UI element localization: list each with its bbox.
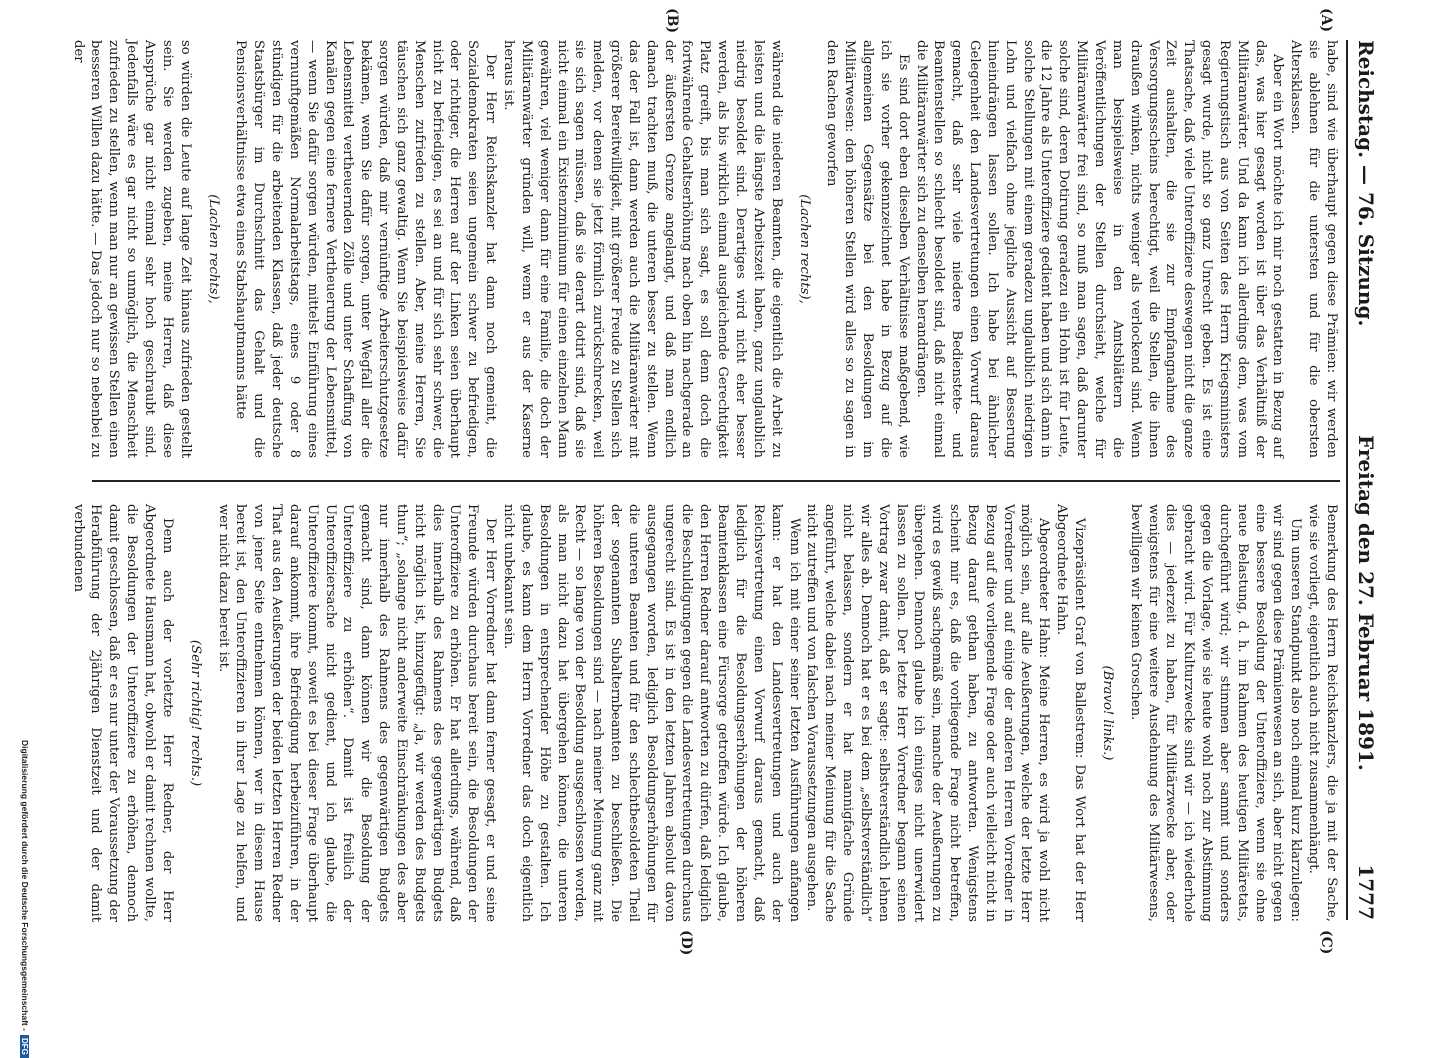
speaker-paragraph: Vizepräsident Graf von Ballestrem: Das Wort hat der Herr Abgeordnete Hahn. (1054, 504, 1088, 922)
paragraph: Um unseren Standpunkt also noch einmal kurz klarzulegen: wir sind gegen diese Prämienwesen an sich, aber nicht gegen eine bessere Besoldung der Unteroffiziere, wenn sie ohne neue Belastung, d. h. im Rahmen des heutigen Militäretats, durchgeführt wird; wir stimmen aber sammt und sonders gegen die Vorlage, wie sie heute wohl noch zur Abstimmung gebracht wird. Für Kulturzwecke sind wir — ich wiederhole dies — jederzeit zu haben, für Militärzwecke aber, oder wenigstens für eine weitere Ausdehnung des Militärwesens, bewilligen wir keinen Groschen. (1127, 504, 1304, 922)
interjection: (Lachen rechts), (205, 194, 221, 304)
column-divider (92, 480, 1340, 482)
right-column (70, 504, 1340, 922)
left-column (70, 40, 1340, 458)
header-page-number: 1777 (1354, 864, 1378, 920)
header-session: Reichstag. — 76. Sitzung. (1354, 40, 1378, 327)
paragraph: Der Herr Vorredner hat dann ferner gesagt, er und seine Freunde würden durchaus bereit sein, die Besoldungen der Unteroffiziere zu erhöhen. Er hat allerdings, während, daß dies innerhalb des Rahmens des gegenwärtigen Budgets nicht möglich ist, hinzugefügt: „ja, wir werden des Budgets thun“; „solange nicht anderweite Einschränkungen des aber nur innerhalb des Rahmens des gegenwärtigen Budgets gemacht sind, dann können wir die Besoldung der Unteroffiziere zu erhöhen“. Damit ist freilich der Unteroffiziersache nicht gedient, und ich glaube, die Unteroffiziere kommt, soweit es bei dieser Frage überhaupt darauf ankommt, ihre Befriedigung herbeizuführen, in der That aus den Aeußerungen der beiden letzten Herren Redner von jener Seite entnehmen können, wer in diesem Hause bereit ist, den Unteroffizieren in ihrer Lage zu helfen, und wer nicht dazu bereit ist. (215, 504, 499, 922)
dfg-logo: DFG (20, 1035, 29, 1058)
paragraph: so würden die Leute auf lange Zeit hinaus zufrieden gestellt sein. Sie werden zugeben, meine Herren, daß diese Ansprüche gar nicht einmal sehr hoch geschraubt sind. Jedenfalls wäre es gar nicht so unmöglich, die Menschheit zufrieden zu stellen, wenn man nur an gewissen Stellen einen besseren Willen dazu hätte. — Das jedoch nur so nebenbei zu der (70, 40, 193, 458)
digitization-footer (8, 740, 30, 1055)
paragraph: Der Herr Reichskanzler hat dann noch gemeint, die Sozialdemokraten seien ungemein schwer zu befriedigen, oder richtiger, die Herren auf der Linken seien überhaupt nicht zu befriedigen, es sei an und für sich sehr schwer, die Menschen zufrieden zu stellen. Aber, meine Herren, Sie täuschen sich ganz gewaltig. Wenn Sie beispielsweise dafür sorgen würden, daß mir vernünftige Arbeiterschutzgesetze bekämen, wenn Sie dafür sorgen, unter Wegfall aller die Lebensmittel vertheuernden Zölle und unter Schaffung von Kanälen gegen eine fernere Vertheuerung der Lebensmittel, — wenn Sie dafür sorgen würden, mittelst Einführung eines vernunftgemäßen Normalarbeitstags, eines 9 oder 8 stündigen für die arbeitenden Klassen, daß jeder deutsche Staatsbürger im Durchschnitt das Gehalt und die Pensionsverhältnisse etwa eines Stabshauptmanns hätte (233, 40, 499, 458)
margin-label-a: (A) (1318, 8, 1334, 33)
header-rule (1346, 40, 1348, 920)
paragraph: Wenn ich mit einer seiner letzten Ausführungen anfangen kann: er hat den Landesvertretungen und auch der Reichsvertretung einen Vorwurf daraus gemacht, daß lediglich für die Besoldungserhöhungen der höheren Beamtenklassen eine Fürsorge getroffen würde. Ich glaube, den Herren Redner darauf antworten zu dürfen, daß lediglich die Beschuldigungen gegen die Landesvertretungen durchaus ungerecht sind. Es ist in den letzten Jahren absolut davon ausgegangen worden, lediglich Besoldungserhöhungen für die unteren Beamten und für den schlechtbesoldeten Theil der sogenannten Subalternbeamten zu beschließen. Die höheren Besoldungen sind — nach meiner Meinung ganz mit Recht — so lange von der Besoldung ausgeschlossen worden, als man nicht dazu hat übergehen können, die unteren Besoldungen in entsprechender Höhe zu gestalten. Ich glaube, es kann dem Herrn Vorredner das doch eigentlich nicht unbekannt sein. (501, 504, 802, 922)
footer-text: Digitalisierung gefördert durch die Deutsche Forschungsgemeinschaft - (20, 740, 30, 1031)
page-header (1348, 40, 1380, 920)
interjection: (Bravo! links.) (1099, 665, 1115, 761)
margin-label-b: (B) (664, 8, 680, 34)
paragraph: Es sind dort eben dieselben Verhältnisse maßgebend, wie ich sie vorher gekennzeichnet habe in Bezug auf die allgemeinen Gegensätze bei den Besoldungen im Militärwesen: den höheren Stellen wird alles so zu sagen in den Rachen geworfen (824, 40, 911, 458)
interjection: (Lachen rechts), (796, 194, 812, 304)
paragraph: während die niederen Beamten, die eigentlich die Arbeit zu leisten und die längste Arbeitszeit haben, ganz unglaublich niedrig besoldet sind. Derartiges wird nicht eher besser werden, als bis wirklich einmal ausgleichende Gerechtigkeit Platz greift, bis man sich sagt, es soll denn doch die fortwährende Gehaltserhöhung nach oben hin nachgerade an der äußersten Grenze angelangt, und daß man endlich danach trachten muß, die unteren besser zu stellen. Wenn das der Fall ist, dann werden auch die Militäranwärter mit größerer Bereitwilligkeit, mit größerer Freude zu Stellen sich melden, vor denen sie jetzt förmlich zurückschrecken, weil sie sich sagen müssen, daß sie derart dotirt sind, daß sie nicht einmal ein Existenzminimum für einen einzelnen Mann gewähren, viel weniger dann für eine Familie, die doch der Militäranwärter gründen will, wenn er aus der Kaserne heraus ist. (501, 40, 784, 458)
paragraph: habe, sind wie überhaupt gegen diese Prämien: wir werden sie ablehnen für die untersten und für die obersten Altersklassen. (1288, 40, 1339, 458)
margin-label-d: (D) (678, 930, 694, 956)
margin-label-c: (C) (1318, 930, 1334, 955)
speaker-paragraph: Abgeordneter Hahn: Meine Herren, es wird ja wohl nicht möglich sein, auf alle Aeußerungen, welche der letzte Herr Vorredner und auf einige der anderen Herren Vorredner in Bezug auf die vorliegende Frage oder auch vielleicht nicht in Bezug darauf gethan haben, zu antworten. Wenigstens scheint mir es, daß die vorliegende Frage nicht betreffen, wird es gewiß sachgemäß sein, manche der Aeußerungen zu übergehen. Dennoch glaube ich einiges nicht unerwidert lassen zu sollen. Der letzte Herr Vorredner begann seinen Vortrag zwar damit, daß er sagte: selbstverständlich lehnen wir alles ab. Dennoch hat er es bei dem „selbstverständlich“ nicht belassen, sondern er hat mannigfache Gründe angeführt, welche dabei nach meiner Meinung für die Sache nicht zutreffen und von falschen Voraussetzungen ausgehen. (804, 504, 1052, 922)
paragraph: Denn auch der vorletzte Herr Redner, der Herr Abgeordnete Hausmann hat, obwohl er damit rechnen wollte, die Besoldungen der Unteroffiziere zu erhöhen, dennoch damit geschlossen, daß er es nur unter der Voraussetzung der Herabführung der 2jährigen Dienstzeit und der damit verbundenen (70, 504, 175, 922)
header-date: Freitag den 27. Februar 1891. (1354, 435, 1378, 771)
interjection: (Sehr richtig! rechts.) (187, 639, 203, 787)
paragraph: Aber ein Wort möchte ich mir noch gestatten in Bezug auf das, was hier gesagt worden ist über das Verhältniß der Militäranwärter. Und da kann ich allerdings dem, was vom Regierungstisch aus von Seiten des Herrn Kriegsministers gesagt wurde, nicht so ganz Unrecht geben. Es ist eine Thatsache, daß viele Unteroffiziere deswegen nicht die ganze Zeit aushalten, die sie zur Empfangnahme des Versorgungsscheins berechtigt, weil die Stellen, die ihnen draußen winken, nichts weniger als verlockend sind. Wenn man beispielsweise in den Amtsblättern die Veröffentlichungen der Stellen durchsieht, welche für Militäranwärter frei sind, so muß man sagen, daß darunter solche sind, deren Dotirung geradezu ein Hohn ist für Leute, die 12 Jahre als Unteroffiziere gedient haben und sich dann in solche Stellungen mit einem geradezu unglaublich niedrigen Lohn und vielfach ohne jegliche Aussicht auf Besserung hineindrängen lassen sollen. Ich habe bei ähnlicher Gelegenheit den Landesvertretungen einen Vorwurf daraus gemacht, daß sehr viele niedere Bedienstete- und Beamtenstellen so schlecht besoldet sind, daß nicht einmal die Militäranwärter sich zu denselben herandrängen. (913, 40, 1286, 458)
paragraph: Bemerkung des Herrn Reichskanzlers, die ja mit der Sache, wie sie vorliegt, eigentlich auch nicht zusammenhängt. (1306, 504, 1339, 922)
